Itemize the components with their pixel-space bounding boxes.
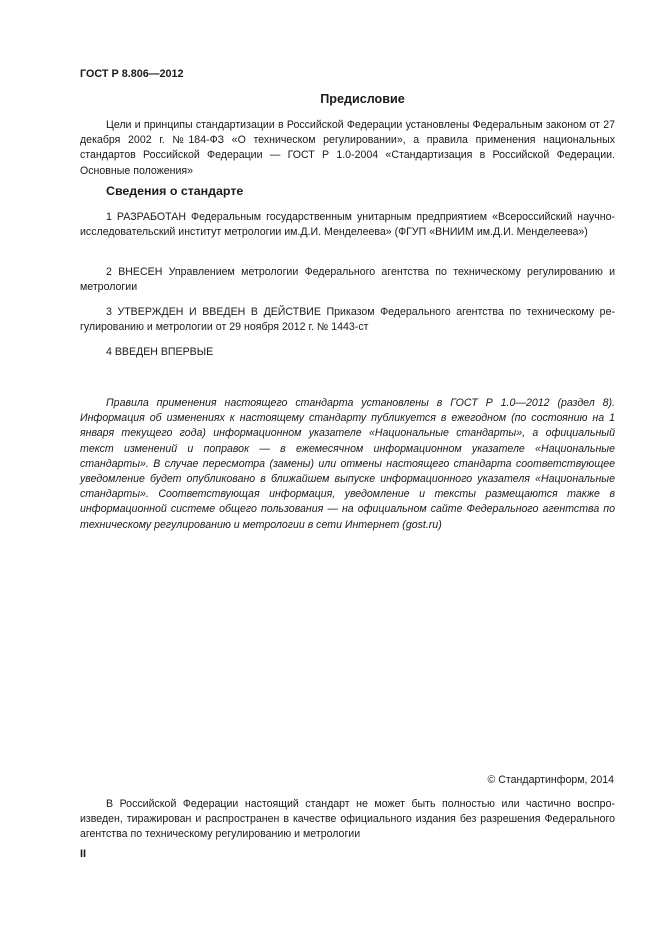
about-item-4: 4 ВВЕДЕН ВПЕРВЫЕ <box>106 346 214 358</box>
reproduction-notice: В Российской Федерации настоящий стандарт не может быть полностью или частично воспроизведен, тиражирован и распространен в качестве официального издания без разрешения Федерального агентства по техническому регулированию и метрологии <box>80 798 615 841</box>
about-item-2: 2 ВНЕСЕН Управлением метрологии Федерального агентства по техническому регулированию и метрологии <box>80 266 615 294</box>
foreword-title: Предисловие <box>320 92 405 106</box>
page-number: II <box>80 848 87 860</box>
about-item-1: 1 РАЗРАБОТАН Федеральным государственным унитарным предприятием «Всероссийский научно-исследовательский институт метрологии им.Д.И. Менделеева» (ФГУП «ВНИИМ им.Д.И. Менделеева») <box>80 211 615 239</box>
copyright: © Стандартинформ, 2014 <box>487 774 614 786</box>
notice-paragraph: Правила применения настоящего стандарта установлены в ГОСТ Р 1.0—2012 (раздел 8). Информация об изменениях к настоящему стандарту публикуется в ежегодном (по состоянию на 1 января текущего года) информационном указателе «Национальные стандарты», а официальный текст изменений и поправок — в ежемесячном информационном указателе «Национальные стандарты». В случае пересмотра (замены) или отмены настоящего стандарта соответствующее уведомление будет опубликовано в ближайшем выпуске информационного указателя «Национальные стандарты». Соответствующая информация, уведомление и тексты размещаются также в информационной системе общего пользования — на официальном сайте Федерального агентства по техническому регулированию и метрологии в сети Интернет (gost.ru) <box>80 397 615 531</box>
about-heading: Сведения о стандарте <box>106 184 244 198</box>
about-item-3: 3 УТВЕРЖДЕН И ВВЕДЕН В ДЕЙСТВИЕ Приказом Федерального агентства по техническому регулированию и метрологии от 29 ноября 2012 г. № 1443-ст <box>80 306 615 334</box>
foreword-intro: Цели и принципы стандартизации в Российской Федерации установлены Федеральным законом от 27 декабря 2002 г. №184-ФЗ «О техническом регулировании», а правила применения национальных стандартов Российской Федерации — ГОСТ Р 1.0-2004 «Стандартизация в Российской Федерации. Основные положения» <box>80 119 615 177</box>
standard-id: ГОСТ Р 8.806—2012 <box>80 68 184 80</box>
